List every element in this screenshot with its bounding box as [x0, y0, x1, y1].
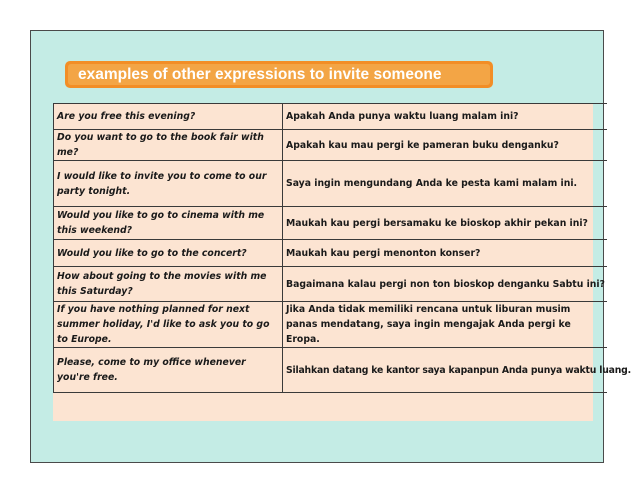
expressions-table [53, 103, 631, 421]
english-cell: Are you free this evening? [54, 104, 283, 130]
title-banner [65, 61, 493, 88]
table-row [54, 130, 608, 161]
table-row [54, 240, 608, 267]
table-row [54, 302, 608, 348]
table-row [54, 267, 608, 302]
slide [30, 30, 631, 463]
english-cell: I would like to invite you to come to our party tonight. [54, 161, 283, 207]
english-cell: Please, come to my office whenever you're free. [54, 348, 283, 393]
english-cell: Do you want to go to the book fair with me? [54, 130, 283, 161]
indonesian-cell: Maukah kau pergi menonton konser? [283, 240, 608, 267]
indonesian-cell: Bagaimana kalau pergi non ton bioskop denganku Sabtu ini? [283, 267, 608, 302]
indonesian-cell: Silahkan datang ke kantor saya kapanpun Anda punya waktu luang. [283, 348, 608, 393]
table-row [54, 161, 608, 207]
title-text: examples of other expressions to invite someone [68, 64, 490, 85]
english-cell: If you have nothing planned for next summer holiday, I'd like to ask you to go to Europe. [54, 302, 283, 348]
translation-table [53, 103, 631, 393]
indonesian-cell: Apakah Anda punya waktu luang malam ini? [283, 104, 608, 130]
indonesian-cell: Maukah kau pergi bersamaku ke bioskop akhir pekan ini? [283, 207, 608, 240]
english-cell: How about going to the movies with me this Saturday? [54, 267, 283, 302]
indonesian-cell: Apakah kau mau pergi ke pameran buku denganku? [283, 130, 608, 161]
indonesian-cell: Saya ingin mengundang Anda ke pesta kami malam ini. [283, 161, 608, 207]
indonesian-cell: Jika Anda tidak memiliki rencana untuk liburan musim panas mendatang, saya ingin mengajak Anda pergi ke Eropa. [283, 302, 608, 348]
english-cell: Would you like to go to cinema with me this weekend? [54, 207, 283, 240]
table-row [54, 348, 608, 393]
table-row [54, 207, 608, 240]
english-cell: Would you like to go to the concert? [54, 240, 283, 267]
table-row [54, 104, 608, 130]
